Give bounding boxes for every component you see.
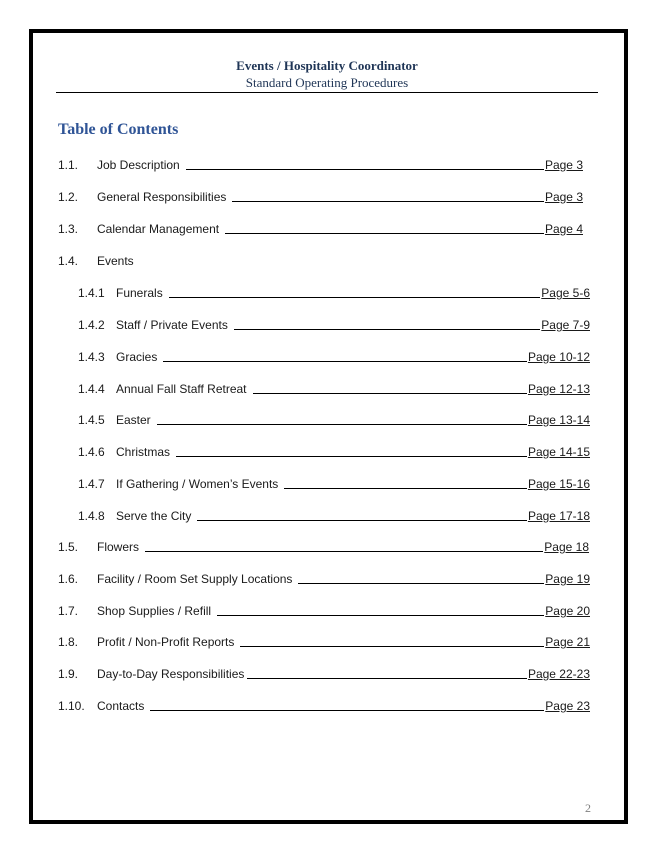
toc-entry-number: 1.2. [58,190,79,204]
toc-subentry [78,348,590,364]
toc-entry-page: Page 4 [544,222,583,236]
toc-entry-number: 1.3. [58,222,79,236]
toc-entry-number: 1.4.5 [78,413,105,427]
toc-entry-number: 1.10. [58,699,85,713]
toc-leader [253,393,527,394]
toc-leader [163,361,527,362]
toc-leader [247,678,527,679]
toc-entry [58,538,589,554]
toc-entry-title: General Responsibilities [97,190,227,204]
toc-leader [284,488,527,489]
toc-entry-page: Page 20 [545,604,590,618]
toc-entry-page: Page 7-9 [541,318,590,332]
toc-entry-title: Funerals [116,286,163,300]
toc-entry-title: Profit / Non-Profit Reports [97,635,235,649]
toc-entry-page: Page 3 [544,158,583,172]
toc-entry [58,697,590,713]
toc-entry-number: 1.4. [58,254,79,268]
toc-leader [150,710,544,711]
toc-leader [240,646,544,647]
toc-entry-page: Page 3 [544,190,583,204]
header-subtitle: Standard Operating Procedures [245,75,409,90]
toc-entry-number: 1.1. [58,158,79,172]
toc-leader [169,297,541,298]
toc-entry-title: Shop Supplies / Refill [97,604,212,618]
toc-subentry [78,443,590,459]
toc-entry-page: Page 17-18 [527,509,590,523]
toc-entry [58,188,583,204]
toc-entry-page: Page 13-14 [527,413,590,427]
toc-leader [176,456,527,457]
toc-entry-title: Events [97,254,134,268]
toc-entry-number: 1.4.2 [78,318,105,332]
toc-leader [217,615,544,616]
toc-entry-page: Page 22-23 [527,667,590,681]
toc-entry-number: 1.8. [58,635,79,649]
toc-entry-title: Annual Fall Staff Retreat [116,382,247,396]
toc-entry-title: Day-to-Day Responsibilities [97,667,245,681]
toc-leader [232,201,544,202]
toc-entry-title: Staff / Private Events [116,318,228,332]
toc-entry-page: Page 10-12 [527,350,590,364]
toc-entry-page: Page 12-13 [527,382,590,396]
toc-entry-page: Page 5-6 [541,286,590,300]
toc-leader [298,583,544,584]
toc-entry-title: Easter [116,413,151,427]
toc-subentry [78,284,590,300]
toc-entry-title: Flowers [97,540,140,554]
toc-entry-page: Page 15-16 [527,477,590,491]
toc-entry-number: 1.4.8 [78,509,105,523]
toc-entry-title: Christmas [116,445,171,459]
toc-entry-number: 1.4.6 [78,445,105,459]
toc-subentry [78,380,590,396]
toc-entry-number: 1.5. [58,540,79,554]
toc-entry-title: Facility / Room Set Supply Locations [97,572,293,586]
toc-leader [186,169,544,170]
toc-entry-title: Serve the City [116,509,192,523]
toc-leader [197,520,527,521]
header-title: Events / Hospitality Coordinator [236,58,418,73]
toc-entry [58,570,590,586]
toc-entry-page: Page 19 [545,572,590,586]
toc-entry-title: Job Description [97,158,180,172]
toc-entry-title: Gracies [116,350,158,364]
toc-entry-title: If Gathering / Women’s Events [116,477,279,491]
toc-subentry [78,411,590,427]
toc-entry-number: 1.7. [58,604,79,618]
toc-entry [58,633,590,649]
toc-entry [58,602,590,618]
toc-entry-page: Page 14-15 [527,445,590,459]
toc-heading: Table of Contents [58,121,179,138]
toc-section-heading [58,252,583,268]
toc-entry [58,156,583,172]
toc-entry-page: Page 18 [544,540,589,554]
toc-entry [58,665,590,681]
toc-leader [145,551,543,552]
toc-subentry [78,475,590,491]
toc-entry [58,220,583,236]
toc-entry-title: Calendar Management [97,222,220,236]
page-number: 2 [585,801,591,815]
toc-entry-number: 1.4.4 [78,382,105,396]
toc-subentry [78,507,590,523]
toc-leader [234,329,540,330]
toc-entry-number: 1.4.7 [78,477,105,491]
toc-entry-number: 1.9. [58,667,79,681]
toc-entry-page: Page 23 [545,699,590,713]
toc-entry-number: 1.6. [58,572,79,586]
toc-entry-title: Contacts [97,699,145,713]
toc-leader [157,424,527,425]
toc-entry-page: Page 21 [545,635,590,649]
toc-subentry [78,316,590,332]
toc-entry-number: 1.4.1 [78,286,105,300]
toc-entry-number: 1.4.3 [78,350,105,364]
toc-leader [225,233,544,234]
